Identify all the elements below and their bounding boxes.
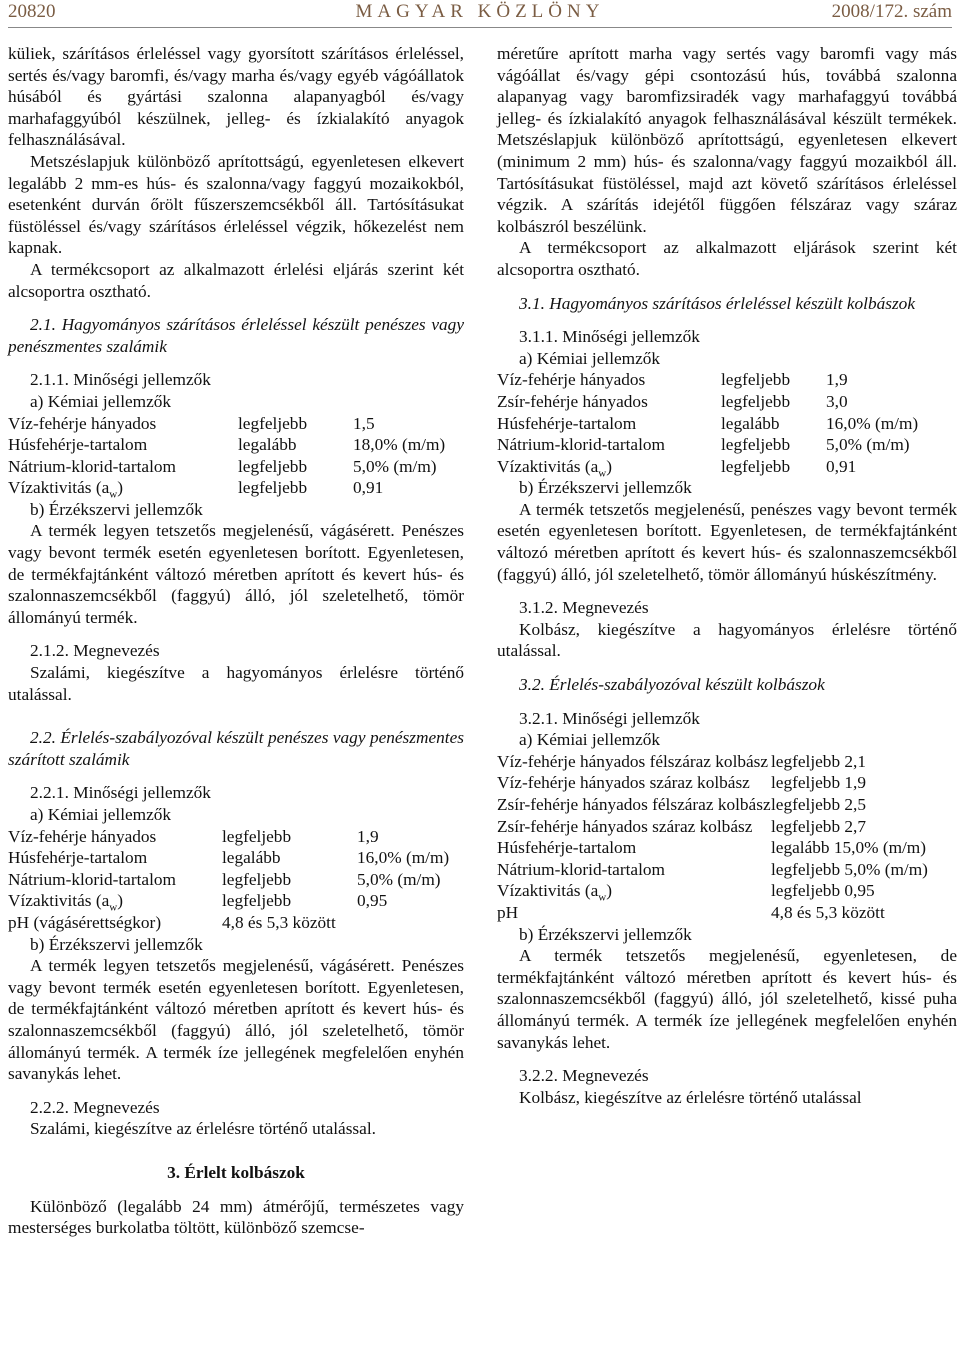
parameter-label: Nátrium-klorid-tartalom [497,859,665,879]
limit-value: 1,5 [353,413,375,433]
limit-value: 18,0% (m/m) [353,435,446,455]
parameter-name [497,902,771,924]
parameter-name [8,826,222,848]
parameter-name [497,794,771,816]
subsection-label: 2.2.2. Megnevezés [30,1097,160,1117]
table-row [8,869,464,891]
limit-value [357,912,464,934]
table-row [497,413,957,435]
parameter-name [8,456,238,478]
subsection-label: 3.2.1. Minőségi jellemzők [519,708,700,728]
parameter-label: Zsír-fehérje hányados félszáraz kolbász [497,795,771,814]
limit-value: 4,8 és 5,3 között [771,902,885,922]
parameter-name [497,880,771,902]
limit-value: 5,0% (m/m) [826,435,910,455]
parameter-label: Vízaktivitás (a [497,456,599,476]
parameter-name [497,413,721,435]
right-column [497,43,957,1108]
subsection-label: b) Érzékszervi jellemzők [30,934,203,954]
parameter-label: Nátrium-klorid-tartalom [8,869,176,889]
limit-value: 5,0% (m/m) [353,456,437,476]
subsection-label: 2.1.2. Megnevezés [30,641,160,661]
parameter-label: Víz-fehérje hányados száraz kolbász [497,773,750,793]
parameter-name [8,912,222,934]
table-row [497,816,957,838]
subsection-label: b) Érzékszervi jellemzők [30,499,203,519]
parameter-label-tail: ) [117,891,123,911]
table-row [497,391,957,413]
table-row [8,912,464,934]
limit-type: legfeljebb [238,478,308,498]
parameter-name [497,816,771,838]
limit-type: legfeljebb [222,869,292,889]
subsection-label: a) Kémiai jellemzők [30,805,172,824]
paragraph: Kolbász, kiegészítve a hagyományos érlelésre történő utalással. [497,619,957,661]
journal-title: MAGYAR KÖZLÖNY [355,1,605,22]
parameter-label: Víz-fehérje hányados félszáraz kolbász [497,751,769,771]
left-column [8,43,464,1239]
table-row [497,456,957,478]
paragraph: Kolbász, kiegészítve az érlelésre történő utalással [519,1087,862,1107]
parameter-name [497,859,771,881]
section-heading: 2.2. Érlelés-szabályozóval készült penészes vagy penészmentes szárított szalámik [8,728,464,769]
table-row [497,902,957,924]
parameter-label-tail: ) [606,881,612,901]
table-row [497,859,957,881]
parameter-label: Víz-fehérje hányados [8,413,157,433]
limit-type: legfeljebb [238,413,308,433]
table-row [497,772,957,794]
limit-type: 4,8 és 5,3 között [222,912,336,932]
parameter-name [8,477,238,499]
table-row [8,413,464,435]
parameter-label: pH [497,902,519,922]
spec-table [8,413,464,499]
limit-value: legfeljebb 2,5 [771,795,867,814]
spec-table [497,751,957,924]
limit-type: legfeljebb [238,456,308,476]
limit-value: 1,9 [357,826,379,846]
paragraph: A termék tetszetős megjelenésű, egyenletesen, de termékfajtánként változó méretben aprított és kevert hús- és szalonnaszemcsékből (faggyú) álló, jól szeletelhető, kissé puha állományú termék. A termék íze jellegének megfelelően enyhén savanykás lehet. [497,946,957,1052]
limit-value: legalább 15,0% (m/m) [771,838,927,858]
parameter-name [8,434,238,456]
subsection-label: 3.1.2. Megnevezés [519,598,649,618]
limit-type: legfeljebb [721,391,791,411]
parameter-label: Vízaktivitás (a [497,881,599,901]
parameter-name [8,890,222,912]
parameter-name [497,391,721,413]
parameter-name [8,869,222,891]
table-row [497,794,957,816]
parameter-label: pH (vágásérettségkor) [8,912,162,932]
limit-type: legfeljebb [721,456,791,476]
limit-value: 0,91 [353,478,384,498]
subsection-label: 2.2.1. Minőségi jellemzők [30,783,211,803]
limit-value: legfeljebb 0,95 [771,881,875,901]
limit-value: legfeljebb 2,1 [771,751,867,771]
parameter-label: Húsfehérje-tartalom [8,848,148,868]
limit-type: legalább [721,413,780,433]
parameter-label: Húsfehérje-tartalom [8,435,148,455]
parameter-name [497,772,771,794]
subsection-label: a) Kémiai jellemzők [519,348,661,368]
parameter-label: Vízaktivitás (a [8,891,110,911]
issue-number: 2008/172. szám [831,1,952,22]
section-heading: 3.1. Hagyományos szárításos érleléssel készült kolbászok [519,293,915,313]
subscript: w [598,467,607,480]
table-row [497,369,957,391]
spec-table [497,369,957,480]
paragraph: Szalámi, kiegészítve az érlelésre történő utalással. [30,1119,376,1139]
limit-value: 0,95 [357,891,388,911]
subsection-label: 3.2.2. Megnevezés [519,1066,649,1086]
spec-table [8,826,464,934]
subscript: w [109,901,118,914]
limit-value: 16,0% (m/m) [826,413,919,433]
section-heading: 2.1. Hagyományos szárításos érleléssel készült penészes vagy penészmentes szalámik [8,315,464,356]
table-row [8,826,464,848]
parameter-label: Zsír-fehérje hányados száraz kolbász [497,816,753,836]
parameter-name [8,413,238,435]
limit-value: 1,9 [826,370,848,390]
limit-value: 0,91 [826,456,857,476]
paragraph: Metszéslapjuk különböző aprítottságú, egyenletesen elkevert legalább 2 mm-es hús- és szalonna/vagy faggyú mozaikokból, esetenként durván őrölt fűszerszemcsékből áll. Tartósításukat füstöléssel és/vagy szárításos érleléssel végzik, hőkezelést nem kapnak. [8,151,464,258]
limit-type: legfeljebb [222,826,292,846]
limit-value: 5,0% (m/m) [357,869,441,889]
parameter-label: Nátrium-klorid-tartalom [8,456,176,476]
subscript: w [109,488,118,501]
table-row [497,880,957,902]
parameter-label: Nátrium-klorid-tartalom [497,435,665,455]
header-rule [8,27,952,28]
parameter-label: Víz-fehérje hányados [497,370,646,390]
limit-value: legfeljebb 5,0% (m/m) [771,859,928,879]
table-row [8,434,464,456]
parameter-name [497,751,771,773]
table-row [497,837,957,859]
subscript: w [598,891,607,904]
parameter-label: Húsfehérje-tartalom [497,838,637,858]
subsection-label: b) Érzékszervi jellemzők [519,478,692,498]
parameter-name [497,837,771,859]
parameter-label: Húsfehérje-tartalom [497,413,637,433]
paragraph: A termék legyen tetszetős megjelenésű, vágásérett. Penészes vagy bevont termék esetén egyenletesen borított. Egyenletesen, de termékfajtánként változó méretben aprított és kevert hús- és szalonnaszemcsékből (faggyú) álló, jól szeletelhető, tömör állományú termék. [8,521,464,627]
table-row [8,847,464,869]
parameter-name [8,847,222,869]
parameter-label: Vízaktivitás (a [8,478,110,498]
section-heading: 3.2. Érlelés-szabályozóval készült kolbászok [519,675,825,695]
paragraph: A termék legyen tetszetős megjelenésű, vágásérett. Penészes vagy bevont termék esetén egyenletesen borított. Egyenletesen, de termékfajtánként változó méretben aprított és kevert hús- és szalonnaszemcsékből (faggyú) álló, jól szeletelhető, tömör állományú termék. A termék íze jellegének megfelelően enyhén savanykás lehet. [8,956,464,1084]
paragraph: Szalámi, kiegészítve a hagyományos érlelésre történő utalással. [8,663,464,704]
paragraph: Különböző (legalább 24 mm) átmérőjű, természetes vagy mesterséges burkolatba töltött, különböző szemcse- [8,1196,464,1238]
parameter-name [497,369,721,391]
limit-type: legfeljebb [222,891,292,911]
table-row [8,890,464,912]
section-heading: 3. Érlelt kolbászok [167,1162,305,1182]
subsection-label: b) Érzékszervi jellemzők [519,924,692,944]
paragraph: méretűre aprított marha vagy sertés vagy baromfi vagy más vágóállat és/vagy gépi csontozású hús, továbbá szalonna alapanyag vagy baromfizsiradék vagy marhafaggyú továbbá jelleg- és ízkialakító anyagok felhasználásával készült termékek. Metszéslapjuk különböző aprítottságú, egyenletesen elkevert (minimum 2 mm) hús- és szalonna/vagy faggyú mozaikból áll. Tartósításukat füstöléssel, majd azt követő szárításos érleléssel végzik. A szárítás idejétől függően félszáraz vagy száraz kolbászról beszélünk. [497,44,957,236]
limit-value: 16,0% (m/m) [357,848,450,868]
table-row [8,456,464,478]
limit-type: legfeljebb [721,370,791,390]
table-row [8,477,464,499]
limit-type: legalább [222,848,281,868]
parameter-name [497,434,721,456]
subsection-label: 3.1.1. Minőségi jellemzők [519,327,700,347]
parameter-label-tail: ) [117,478,123,498]
parameter-name [497,456,721,478]
subsection-label: 2.1.1. Minőségi jellemzők [30,370,211,390]
paragraph: küliek, szárításos érleléssel vagy gyorsított szárításos érleléssel, sertés és/vagy baromfi, és/vagy marha és/vagy egyéb vágóállatok húsából és gyártási szalonna alapanyagból és/vagy marhafaggyúból készülnek, jelleg- és ízkialakító anyagok felhasználásával. [8,44,464,150]
limit-value: legfeljebb 2,7 [771,816,867,836]
paragraph: A termékcsoport az alkalmazott érlelési eljárás szerint két alcsoportra osztható. [8,259,464,301]
page-number: 20820 [8,1,56,22]
parameter-label: Zsír-fehérje hányados [497,391,648,411]
limit-type: legfeljebb [721,435,791,455]
subsection-label: a) Kémiai jellemzők [519,730,661,750]
limit-type: legalább [238,435,297,455]
limit-value: 3,0 [826,391,848,411]
table-row [497,434,957,456]
paragraph: A termék tetszetős megjelenésű, penészes vagy bevont termék esetén egyenletesen borított. Egyenletesen, de termékfajtánként változó méretben aprított és kevert hús- és szalonnaszemcsékből (faggyú) álló, jól szeletelhető, tömör állományú húskészítmény. [497,499,957,584]
subsection-label: a) Kémiai jellemzők [30,391,172,411]
paragraph: A termékcsoport az alkalmazott eljárások szerint két alcsoportra osztható. [497,238,957,279]
parameter-label: Víz-fehérje hányados [8,826,157,846]
parameter-label-tail: ) [606,456,612,476]
limit-value: legfeljebb 1,9 [771,773,867,793]
page-header [8,0,952,26]
table-row [497,751,957,773]
